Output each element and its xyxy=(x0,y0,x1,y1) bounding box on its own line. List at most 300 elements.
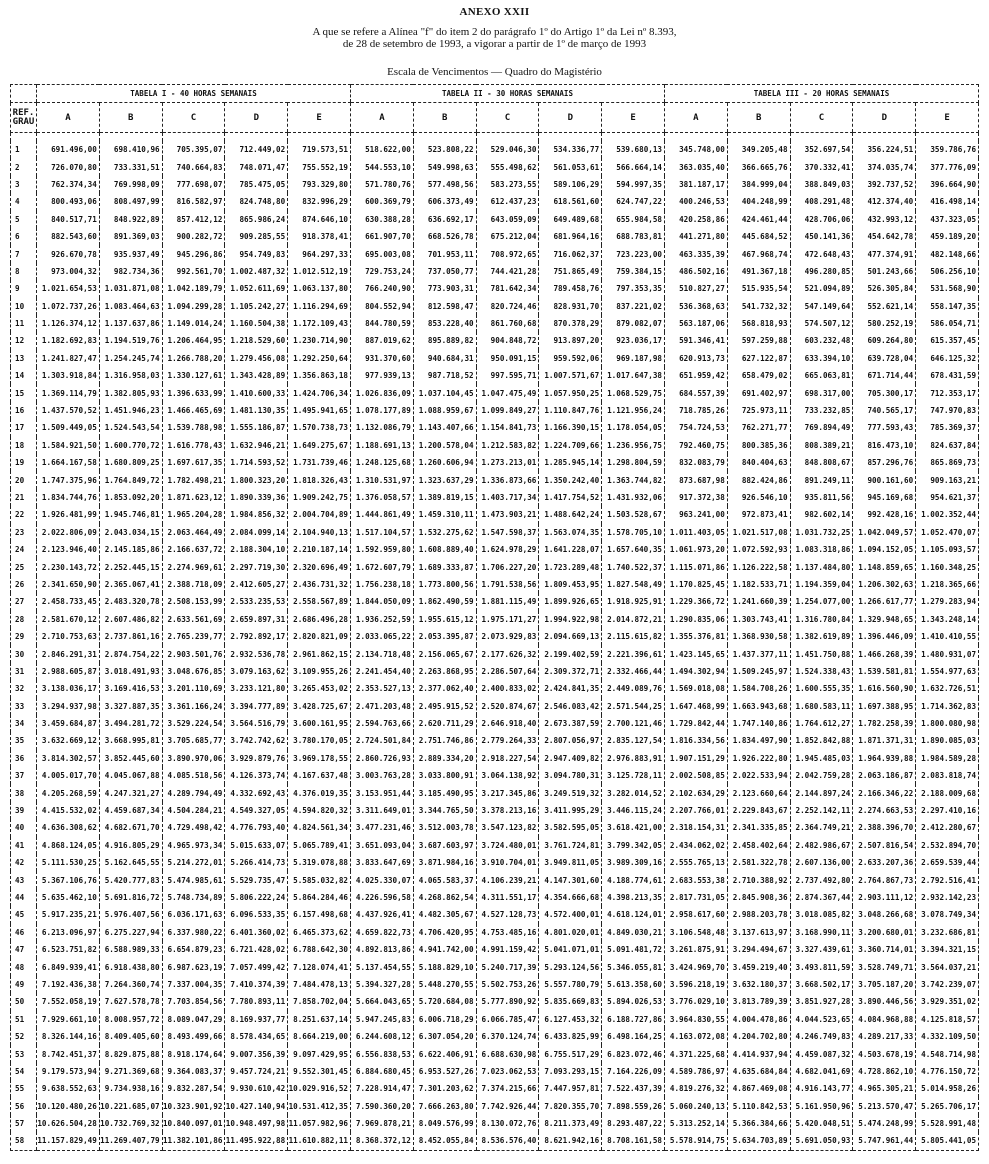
salary-cell: 1.194.359,04 xyxy=(790,576,853,593)
salary-cell: 639.728,04 xyxy=(853,350,916,367)
salary-cell: 2.846.291,31 xyxy=(37,645,100,662)
salary-cell: 2.102.634,29 xyxy=(664,784,727,801)
salary-cell: 1.061.973,20 xyxy=(664,541,727,558)
salary-cell: 3.360.714,01 xyxy=(853,941,916,958)
salary-cell: 2.332.466,44 xyxy=(602,663,665,680)
salary-cell: 7.128.074,41 xyxy=(288,958,351,975)
salary-cell: 5.110.842,53 xyxy=(727,1097,790,1114)
salary-cell: 3.185.490,95 xyxy=(413,784,476,801)
subtitle-line-1: A que se refere a Alínea "f" do item 2 do parágrafo 1º do Artigo 1º da Lei nº 8.393, xyxy=(312,26,677,38)
salary-cell: 7.929.661,10 xyxy=(37,1011,100,1028)
salary-cell: 1.241.827,47 xyxy=(37,350,100,367)
salary-cell: 1.343.428,89 xyxy=(225,367,288,384)
salary-cell: 655.984,58 xyxy=(602,211,665,228)
spacer-cell xyxy=(99,133,162,142)
salary-cell: 3.282.014,52 xyxy=(602,784,665,801)
salary-cell: 1.355.376,81 xyxy=(664,628,727,645)
salary-cell: 1.740.522,37 xyxy=(602,558,665,575)
salary-cell: 3.799.342,05 xyxy=(602,837,665,854)
salary-cell: 895.889,82 xyxy=(413,332,476,349)
salary-cell: 437.323,05 xyxy=(916,211,979,228)
ref-cell: 13 xyxy=(11,350,37,367)
salary-cell: 571.780,76 xyxy=(351,176,414,193)
salary-cell: 1.200.578,04 xyxy=(413,437,476,454)
salary-cell: 7.666.263,80 xyxy=(413,1097,476,1114)
salary-cell: 2.241.454,40 xyxy=(351,663,414,680)
ref-cell: 33 xyxy=(11,698,37,715)
salary-cell: 2.188.009,68 xyxy=(916,784,979,801)
salary-cell: 3.964.830,55 xyxy=(664,1011,727,1028)
salary-cell: 3.528.749,71 xyxy=(853,958,916,975)
salary-cell: 5.720.684,08 xyxy=(413,993,476,1010)
salary-cell: 4.147.301,60 xyxy=(539,871,602,888)
salary-cell: 718.785,26 xyxy=(664,402,727,419)
table-row xyxy=(11,1115,979,1132)
salary-cell: 909.163,21 xyxy=(916,471,979,488)
salary-cell: 10.323.901,92 xyxy=(162,1097,225,1114)
salary-cell: 1.369.114,79 xyxy=(37,384,100,401)
salary-cell: 482.148,66 xyxy=(916,245,979,262)
salary-cell: 1.105.093,57 xyxy=(916,541,979,558)
salary-cell: 1.002.487,32 xyxy=(225,263,288,280)
salary-cell: 4.268.862,54 xyxy=(413,889,476,906)
ref-cell: 43 xyxy=(11,871,37,888)
salary-cell: 7.742.926,44 xyxy=(476,1097,539,1114)
salary-cell: 4.549.327,05 xyxy=(225,802,288,819)
salary-cell: 1.206.302,63 xyxy=(853,576,916,593)
salary-cell: 2.449.089,76 xyxy=(602,680,665,697)
salary-cell: 4.376.019,35 xyxy=(288,784,351,801)
salary-cell: 900.282,72 xyxy=(162,228,225,245)
salary-cell: 1.012.512,19 xyxy=(288,263,351,280)
salary-cell: 2.520.874,67 xyxy=(476,698,539,715)
salary-cell: 2.252.142,11 xyxy=(790,802,853,819)
salary-cell: 600.369,79 xyxy=(351,193,414,210)
salary-cell: 2.123.946,40 xyxy=(37,541,100,558)
salary-cell: 1.697.388,95 xyxy=(853,698,916,715)
salary-cell: 1.072.737,26 xyxy=(37,298,100,315)
grade-header: E xyxy=(288,103,351,133)
salary-cell: 661.907,70 xyxy=(351,228,414,245)
salary-cell: 1.099.849,27 xyxy=(476,402,539,419)
ref-cell: 8 xyxy=(11,263,37,280)
salary-cell: 5.578.914,75 xyxy=(664,1132,727,1150)
salary-cell: 1.218.529,60 xyxy=(225,332,288,349)
salary-cell: 2.063.186,87 xyxy=(853,767,916,784)
salary-cell: 1.241.660,39 xyxy=(727,593,790,610)
salary-cell: 1.554.977,63 xyxy=(916,663,979,680)
ref-cell: 30 xyxy=(11,645,37,662)
salary-cell: 4.868.124,05 xyxy=(37,837,100,854)
salary-cell: 606.373,49 xyxy=(413,193,476,210)
salary-cell: 3.529.224,54 xyxy=(162,715,225,732)
table-row xyxy=(11,506,979,523)
ref-cell: 15 xyxy=(11,384,37,401)
salary-cell: 2.252.445,15 xyxy=(99,558,162,575)
spacer-cell xyxy=(162,133,225,142)
salary-cell: 4.459.687,34 xyxy=(99,802,162,819)
salary-cell: 1.410.600,33 xyxy=(225,384,288,401)
salary-cell: 1.965.204,28 xyxy=(162,506,225,523)
salary-cell: 9.930.610,42 xyxy=(225,1080,288,1097)
salary-cell: 6.006.718,29 xyxy=(413,1011,476,1028)
table-row xyxy=(11,280,979,297)
ref-cell: 52 xyxy=(11,1028,37,1045)
salary-cell: 531.568,90 xyxy=(916,280,979,297)
salary-cell: 755.552,19 xyxy=(288,158,351,175)
table-row xyxy=(11,837,979,854)
salary-cell: 8.829.875,88 xyxy=(99,1045,162,1062)
salary-cell: 5.420.048,51 xyxy=(790,1115,853,1132)
salary-cell: 9.552.301,45 xyxy=(288,1063,351,1080)
salary-cell: 959.592,06 xyxy=(539,350,602,367)
salary-cell: 3.153.951,44 xyxy=(351,784,414,801)
salary-cell: 3.596.218,19 xyxy=(664,976,727,993)
table-row xyxy=(11,193,979,210)
salary-cell: 1.121.956,24 xyxy=(602,402,665,419)
salary-cell: 3.632.669,12 xyxy=(37,732,100,749)
salary-cell: 1.466.268,39 xyxy=(853,645,916,662)
salary-cell: 2.988.605,87 xyxy=(37,663,100,680)
salary-cell: 3.564.037,21 xyxy=(916,958,979,975)
salary-cell: 800.385,36 xyxy=(727,437,790,454)
salary-cell: 954.621,37 xyxy=(916,489,979,506)
grau-label: GRAU xyxy=(12,116,35,127)
salary-cell: 969.187,98 xyxy=(602,350,665,367)
salary-cell: 4.636.308,62 xyxy=(37,819,100,836)
salary-cell: 963.241,00 xyxy=(664,506,727,523)
salary-cell: 1.303.743,41 xyxy=(727,611,790,628)
salary-cell: 11.495.922,88 xyxy=(225,1132,288,1150)
salary-cell: 547.149,64 xyxy=(790,298,853,315)
salary-cell: 5.367.106,76 xyxy=(37,871,100,888)
salary-cell: 518.622,00 xyxy=(351,141,414,158)
ref-cell: 22 xyxy=(11,506,37,523)
salary-cell: 2.903.501,76 xyxy=(162,645,225,662)
table-row xyxy=(11,976,979,993)
salary-cell: 3.651.093,04 xyxy=(351,837,414,854)
ref-cell: 5 xyxy=(11,211,37,228)
salary-cell: 8.536.576,40 xyxy=(476,1132,539,1150)
salary-cell: 1.689.333,87 xyxy=(413,558,476,575)
salary-cell: 8.089.047,29 xyxy=(162,1011,225,1028)
salary-cell: 857.296,76 xyxy=(853,454,916,471)
salary-cell: 1.816.334,56 xyxy=(664,732,727,749)
salary-cell: 11.610.882,11 xyxy=(288,1132,351,1150)
ref-cell: 2 xyxy=(11,158,37,175)
salary-cell: 2.033.065,22 xyxy=(351,628,414,645)
salary-cell: 1.078.177,89 xyxy=(351,402,414,419)
salary-cell: 552.621,14 xyxy=(853,298,916,315)
salary-cell: 1.570.738,73 xyxy=(288,419,351,436)
salary-cell: 4.045.067,88 xyxy=(99,767,162,784)
salary-cell: 2.988.203,78 xyxy=(727,906,790,923)
salary-cell: 5.420.777,83 xyxy=(99,871,162,888)
salary-cell: 1.011.403,05 xyxy=(664,524,727,541)
salary-cell: 523.808,22 xyxy=(413,141,476,158)
salary-cell: 4.459.087,32 xyxy=(790,1045,853,1062)
salary-cell: 2.533.235,53 xyxy=(225,593,288,610)
salary-cell: 1.329.948,65 xyxy=(853,611,916,628)
salary-cell: 8.708.161,58 xyxy=(602,1132,665,1150)
table-row xyxy=(11,384,979,401)
ref-cell: 58 xyxy=(11,1132,37,1150)
salary-cell: 591.346,41 xyxy=(664,332,727,349)
salary-cell: 3.705.187,20 xyxy=(853,976,916,993)
salary-cell: 1.672.607,79 xyxy=(351,558,414,575)
salary-cell: 4.204.702,80 xyxy=(727,1028,790,1045)
salary-cell: 865.986,24 xyxy=(225,211,288,228)
salary-cell: 2.424.841,35 xyxy=(539,680,602,697)
salary-cell: 2.145.185,86 xyxy=(99,541,162,558)
salary-cell: 3.233.121,80 xyxy=(225,680,288,697)
salary-cell: 615.357,45 xyxy=(916,332,979,349)
salary-cell: 3.033.800,91 xyxy=(413,767,476,784)
salary-cell: 7.858.702,04 xyxy=(288,993,351,1010)
salary-cell: 624.747,22 xyxy=(602,193,665,210)
salary-cell: 5.947.245,83 xyxy=(351,1011,414,1028)
salary-cell: 824.748,80 xyxy=(225,193,288,210)
salary-cell: 11.057.982,96 xyxy=(288,1115,351,1132)
salary-cell: 2.874.754,22 xyxy=(99,645,162,662)
salary-cell: 945.169,68 xyxy=(853,489,916,506)
salary-cell: 2.309.372,71 xyxy=(539,663,602,680)
salary-cell: 2.874.367,44 xyxy=(790,889,853,906)
salary-cell: 8.493.499,66 xyxy=(162,1028,225,1045)
salary-cell: 997.595,71 xyxy=(476,367,539,384)
salary-cell: 708.972,65 xyxy=(476,245,539,262)
table-row xyxy=(11,332,979,349)
salary-cell: 1.466.465,69 xyxy=(162,402,225,419)
salary-cell: 5.014.958,26 xyxy=(916,1080,979,1097)
salary-cell: 1.809.453,95 xyxy=(539,576,602,593)
salary-cell: 2.341.650,90 xyxy=(37,576,100,593)
salary-cell: 5.976.407,56 xyxy=(99,906,162,923)
salary-cell: 4.965.973,34 xyxy=(162,837,225,854)
salary-cell: 2.353.527,13 xyxy=(351,680,414,697)
salary-cell: 374.035,74 xyxy=(853,158,916,175)
salary-cell: 5.474.985,61 xyxy=(162,871,225,888)
salary-cell: 5.805.441,05 xyxy=(916,1132,979,1150)
salary-cell: 8.664.219,00 xyxy=(288,1028,351,1045)
salary-cell: 1.834.497,90 xyxy=(727,732,790,749)
salary-cell: 5.313.252,14 xyxy=(664,1115,727,1132)
salary-cell: 541.732,32 xyxy=(727,298,790,315)
table-row xyxy=(11,854,979,871)
salary-cell: 11.382.101,86 xyxy=(162,1132,225,1150)
ref-cell: 35 xyxy=(11,732,37,749)
salary-cell: 2.958.617,60 xyxy=(664,906,727,923)
salary-cell: 3.344.765,50 xyxy=(413,802,476,819)
salary-cell: 3.217.345,86 xyxy=(476,784,539,801)
salary-cell: 3.459.684,87 xyxy=(37,715,100,732)
salary-cell: 1.641.228,07 xyxy=(539,541,602,558)
table-i-header: TABELA I - 40 HORAS SEMANAIS xyxy=(37,85,351,103)
salary-cell: 2.683.553,38 xyxy=(664,871,727,888)
ref-cell: 1 xyxy=(11,141,37,158)
salary-cell: 529.046,30 xyxy=(476,141,539,158)
salary-cell: 544.553,10 xyxy=(351,158,414,175)
grade-header: E xyxy=(916,103,979,133)
salary-cell: 3.394.321,15 xyxy=(916,941,979,958)
salary-cell: 1.608.889,40 xyxy=(413,541,476,558)
salary-cell: 3.294.494,67 xyxy=(727,941,790,958)
salary-cell: 4.246.749,83 xyxy=(790,1028,853,1045)
salary-cell: 4.504.284,21 xyxy=(162,802,225,819)
salary-cell: 6.244.608,12 xyxy=(351,1028,414,1045)
salary-cell: 891.369,03 xyxy=(99,228,162,245)
salary-cell: 1.890.339,36 xyxy=(225,489,288,506)
salary-cell: 716.062,37 xyxy=(539,245,602,262)
grade-header: D xyxy=(853,103,916,133)
salary-cell: 1.706.227,20 xyxy=(476,558,539,575)
salary-cell: 7.023.062,53 xyxy=(476,1063,539,1080)
salary-cell: 5.266.414,73 xyxy=(225,854,288,871)
table-row xyxy=(11,541,979,558)
salary-cell: 1.624.978,29 xyxy=(476,541,539,558)
salary-cell: 1.926.481,99 xyxy=(37,506,100,523)
salary-cell: 8.049.576,99 xyxy=(413,1115,476,1132)
salary-cell: 1.524.543,54 xyxy=(99,419,162,436)
salary-cell: 1.862.490,59 xyxy=(413,593,476,610)
salary-cell: 4.548.714,98 xyxy=(916,1045,979,1062)
ref-cell: 57 xyxy=(11,1115,37,1132)
salary-cell: 2.507.816,54 xyxy=(853,837,916,854)
table-row xyxy=(11,993,979,1010)
salary-cell: 1.363.744,82 xyxy=(602,471,665,488)
salary-cell: 4.916.143,77 xyxy=(790,1080,853,1097)
grade-header: C xyxy=(162,103,225,133)
salary-cell: 4.618.124,01 xyxy=(602,906,665,923)
salary-cell: 1.782.258,39 xyxy=(853,715,916,732)
salary-cell: 620.913,73 xyxy=(664,350,727,367)
table-row xyxy=(11,715,979,732)
salary-cell: 2.400.833,02 xyxy=(476,680,539,697)
salary-cell: 2.274.969,61 xyxy=(162,558,225,575)
salary-cell: 754.724,53 xyxy=(664,419,727,436)
salary-cell: 1.356.863,18 xyxy=(288,367,351,384)
salary-cell: 1.800.080,98 xyxy=(916,715,979,732)
ref-cell: 17 xyxy=(11,419,37,436)
salary-cell: 4.991.159,42 xyxy=(476,941,539,958)
salary-cell: 501.243,66 xyxy=(853,263,916,280)
salary-cell: 1.002.352,44 xyxy=(916,506,979,523)
table-iii-header: TABELA III - 20 HORAS SEMANAIS xyxy=(664,85,978,103)
table-row xyxy=(11,1045,979,1062)
salary-cell: 2.792.516,41 xyxy=(916,871,979,888)
salary-cell: 973.004,32 xyxy=(37,263,100,280)
table-spacer-row xyxy=(11,133,979,142)
ref-cell: 3 xyxy=(11,176,37,193)
salary-cell: 1.137.484,80 xyxy=(790,558,853,575)
salary-cell: 1.773.800,56 xyxy=(413,576,476,593)
salary-cell: 1.451.946,23 xyxy=(99,402,162,419)
salary-cell: 1.057.950,25 xyxy=(539,384,602,401)
salary-cell: 857.412,12 xyxy=(162,211,225,228)
salary-cell: 678.431,59 xyxy=(916,367,979,384)
salary-cell: 4.289.794,49 xyxy=(162,784,225,801)
table-row xyxy=(11,245,979,262)
table-row xyxy=(11,1097,979,1114)
salary-cell: 2.134.718,48 xyxy=(351,645,414,662)
salary-cell: 5.015.633,07 xyxy=(225,837,288,854)
salary-cell: 1.254.245,74 xyxy=(99,350,162,367)
salary-cell: 3.018.491,93 xyxy=(99,663,162,680)
salary-cell: 982.734,36 xyxy=(99,263,162,280)
salary-cell: 4.226.596,58 xyxy=(351,889,414,906)
salary-cell: 2.104.940,13 xyxy=(288,524,351,541)
salary-cell: 1.285.945,14 xyxy=(539,454,602,471)
salary-cell: 445.684,52 xyxy=(727,228,790,245)
table-row xyxy=(11,471,979,488)
salary-cell: 356.224,51 xyxy=(853,141,916,158)
salary-cell: 1.230.714,90 xyxy=(288,332,351,349)
salary-cell: 837.221,02 xyxy=(602,298,665,315)
salary-cell: 759.384,15 xyxy=(602,263,665,280)
salary-cell: 2.188.304,10 xyxy=(225,541,288,558)
salary-cell: 1.539.581,81 xyxy=(853,663,916,680)
salary-cell: 1.042.189,79 xyxy=(162,280,225,297)
table-row xyxy=(11,645,979,662)
salary-cell: 7.590.360,20 xyxy=(351,1097,414,1114)
ref-cell: 14 xyxy=(11,367,37,384)
salary-cell: 7.228.914,47 xyxy=(351,1080,414,1097)
salary-cell: 3.459.219,40 xyxy=(727,958,790,975)
salary-scale-table xyxy=(10,84,979,1151)
salary-cell: 2.365.067,41 xyxy=(99,576,162,593)
salary-cell: 352.697,54 xyxy=(790,141,853,158)
table-row xyxy=(11,228,979,245)
ref-cell: 54 xyxy=(11,1063,37,1080)
salary-cell: 420.258,86 xyxy=(664,211,727,228)
salary-cell: 1.424.706,34 xyxy=(288,384,351,401)
salary-cell: 6.654.879,23 xyxy=(162,941,225,958)
salary-cell: 668.526,78 xyxy=(413,228,476,245)
salary-cell: 2.820.821,09 xyxy=(288,628,351,645)
salary-cell: 630.388,28 xyxy=(351,211,414,228)
salary-cell: 879.082,07 xyxy=(602,315,665,332)
salary-cell: 1.945.485,03 xyxy=(790,750,853,767)
salary-cell: 744.421,28 xyxy=(476,263,539,280)
salary-cell: 441.271,80 xyxy=(664,228,727,245)
grade-header: A xyxy=(351,103,414,133)
salary-cell: 7.410.374,39 xyxy=(225,976,288,993)
salary-cell: 1.907.151,29 xyxy=(664,750,727,767)
salary-cell: 4.289.217,33 xyxy=(853,1028,916,1045)
salary-cell: 1.303.918,84 xyxy=(37,367,100,384)
salary-cell: 4.682.671,70 xyxy=(99,819,162,836)
salary-cell: 1.083.464,63 xyxy=(99,298,162,315)
salary-cell: 3.378.213,16 xyxy=(476,802,539,819)
salary-cell: 496.280,85 xyxy=(790,263,853,280)
table-row xyxy=(11,141,979,158)
salary-cell: 1.481.130,35 xyxy=(225,402,288,419)
salary-cell: 2.123.660,64 xyxy=(727,784,790,801)
salary-cell: 2.083.818,74 xyxy=(916,767,979,784)
salary-cell: 526.305,84 xyxy=(853,280,916,297)
table-row xyxy=(11,402,979,419)
salary-cell: 4.589.786,97 xyxy=(664,1063,727,1080)
salary-cell: 1.592.959,80 xyxy=(351,541,414,558)
salary-cell: 4.849.030,21 xyxy=(602,924,665,941)
salary-cell: 797.353,35 xyxy=(602,280,665,297)
salary-cell: 10.029.916,52 xyxy=(288,1080,351,1097)
salary-cell: 1.182.533,71 xyxy=(727,576,790,593)
salary-cell: 733.331,51 xyxy=(99,158,162,175)
salary-cell: 5.557.780,79 xyxy=(539,976,602,993)
salary-cell: 3.048.676,85 xyxy=(162,663,225,680)
salary-cell: 9.364.083,37 xyxy=(162,1063,225,1080)
